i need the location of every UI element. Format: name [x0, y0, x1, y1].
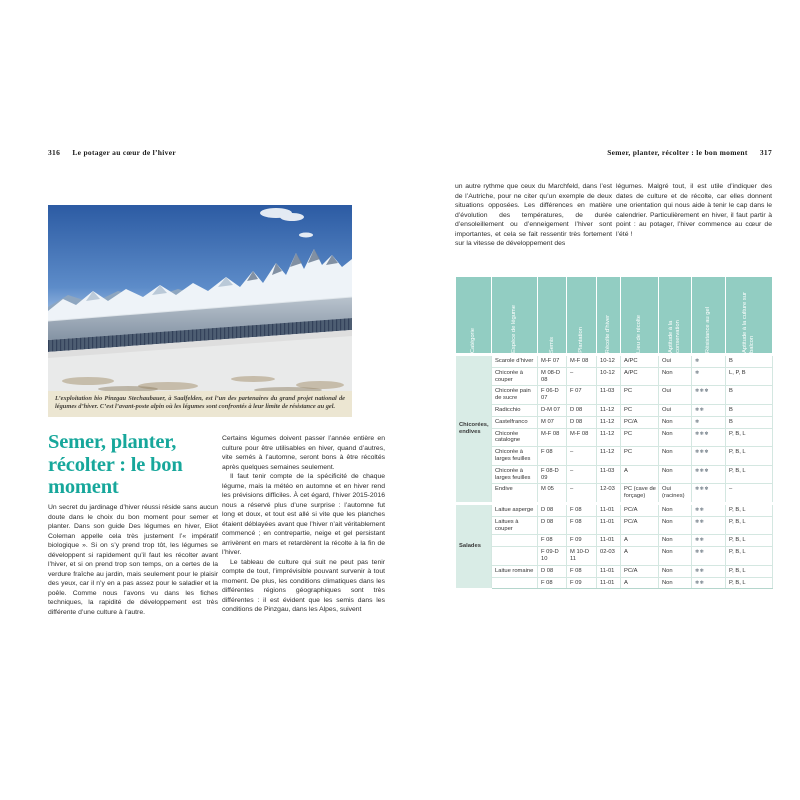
- table-cell: 11-12: [597, 404, 621, 416]
- table-cell: Castelfranco: [492, 416, 538, 428]
- table-cell: A: [621, 547, 659, 566]
- table-cell: ❄❄❄: [692, 465, 726, 484]
- table-row: [456, 535, 773, 547]
- section-title: Semer, planter, récolter : le bon moment: [48, 431, 183, 498]
- body-paragraph: Certains légumes doivent passer l’année entière en culture pour être utilisables en hiver, quand d’autres, vite semés à l’automne, seront bons à être récoltés après quelques semaines seulement.: [222, 435, 385, 471]
- table-cell: Oui: [659, 386, 692, 405]
- table-cell: –: [567, 484, 597, 504]
- table-row: [456, 404, 773, 416]
- table-cell: –: [567, 465, 597, 484]
- table-cell: Laitue asperge: [492, 503, 538, 516]
- table-header-cell: Aptitude à la culture sur balcon: [726, 277, 773, 355]
- table-cell: A/PC: [621, 367, 659, 386]
- table-cell: ❄: [692, 416, 726, 428]
- table-cell: M 05: [538, 484, 567, 504]
- running-head-right-text: Semer, planter, récolter : le bon moment: [607, 148, 748, 157]
- table-cell: F 08-D 09: [538, 465, 567, 484]
- table-cell: ❄❄: [692, 565, 726, 577]
- table-cell: Non: [659, 465, 692, 484]
- table-cell: ❄❄: [692, 577, 726, 589]
- body-paragraph: Il faut tenir compte de la spécificité de chaque légume, mais la météo en automne et en hiver rend les prévisions difficiles. À cet égard, l’hiver 2015-2016 nous a réservé plus d’une surprise : l’automne fut long et doux, et tout est allé si vite que les planches étaient déblayées avant que l’hiver n’ait véritablement commencé ; en contrepartie, neige et gel persistant arrivèrent en mars et retardèrent la récolte à la fin de l’hiver.: [222, 473, 385, 556]
- table-cell: M 10-D 11: [567, 547, 597, 566]
- table-header-cell: Catégorie: [456, 277, 492, 355]
- table-cell: PC/A: [621, 416, 659, 428]
- table-cell: A: [621, 465, 659, 484]
- table-cell: ❄❄❄: [692, 386, 726, 405]
- table-cell: D 08: [538, 516, 567, 535]
- table-cell: M 08-D 08: [538, 367, 567, 386]
- table-cell: 11-01: [597, 516, 621, 535]
- folio-right: 317: [759, 148, 772, 157]
- table-cell: F 08: [538, 535, 567, 547]
- table-header-cell: Plantation: [567, 277, 597, 355]
- table-cell: Non: [659, 367, 692, 386]
- table-cell: Laitue romaine: [492, 565, 538, 577]
- table-cell: P, B, L: [726, 428, 773, 447]
- table-cell: Non: [659, 447, 692, 466]
- table-cell: Non: [659, 565, 692, 577]
- category-cell: Salades: [456, 503, 492, 588]
- table-cell: A: [621, 535, 659, 547]
- table-cell: F 09: [567, 535, 597, 547]
- table-cell: 11-12: [597, 447, 621, 466]
- table-cell: 11-03: [597, 465, 621, 484]
- running-head-right: [607, 148, 772, 157]
- table-cell: F 09: [567, 577, 597, 589]
- table-cell: –: [567, 447, 597, 466]
- table-row: [456, 367, 773, 386]
- table-cell: PC: [621, 447, 659, 466]
- table-cell: M-F 08: [538, 428, 567, 447]
- body-paragraph: Le tableau de culture qui suit ne peut pas tenir compte de tout, l’imprévisible pouvant survenir à tout moment. De plus, les conditions climatiques dans les différentes régions géographiques sont très différentes : il est évident que les semis dans les conditions de Pinzgau, dans les Alpes, suivent: [222, 558, 385, 613]
- table-cell: D-M 07: [538, 404, 567, 416]
- table-cell: Non: [659, 547, 692, 566]
- table-cell: M-F 08: [567, 428, 597, 447]
- photo-winter-greenhouse-svg: [48, 205, 352, 391]
- table-cell: ❄: [692, 355, 726, 368]
- body-paragraph: Un secret du jardinage d’hiver réussi réside sans aucun doute dans le choix du bon moment pour semer et planter. Dans son guide Des légumes en hiver, Eliot Coleman appelle cela très justement l’« impératif biologique ». Si on s’y prend trop tôt, les légumes se développent si rapidement qu’il faut les récolter avant l’hiver, et si on prend trop son temps, on a certes de la verdure fraîche au jardin, mais seulement pour le plaisir des yeux, car il n’y en a pas assez pour le saladier et la poêle. Comme nous l’avons vu dans les fiches techniques, la rapidité de développement est très différente d’une culture à l’autre.: [48, 504, 218, 616]
- table-cell: P, B, L: [726, 577, 773, 589]
- running-head-left: [48, 148, 176, 157]
- table-cell: P, B, L: [726, 535, 773, 547]
- table-cell: 11-12: [597, 428, 621, 447]
- table-row: [456, 577, 773, 589]
- table-cell: F 07: [567, 386, 597, 405]
- table-cell: Oui (racines): [659, 484, 692, 504]
- table-cell: [492, 577, 538, 589]
- table-cell: [492, 547, 538, 566]
- table-cell: ❄❄❄: [692, 428, 726, 447]
- table-header-cell: Récolte d’hiver: [597, 277, 621, 355]
- table-cell: B: [726, 416, 773, 428]
- table-row: [456, 355, 773, 368]
- table-cell: Non: [659, 428, 692, 447]
- table-cell: Chicorée catalogne: [492, 428, 538, 447]
- table-cell: ❄❄❄: [692, 447, 726, 466]
- table-cell: B: [726, 404, 773, 416]
- table-cell: 11-01: [597, 565, 621, 577]
- table-cell: ❄❄: [692, 503, 726, 516]
- table-cell: Non: [659, 535, 692, 547]
- table-cell: 10-12: [597, 355, 621, 368]
- body-column-2: [222, 434, 385, 615]
- table-header-cell: Aptitude à la conservation: [659, 277, 692, 355]
- table-header-cell: Semis: [538, 277, 567, 355]
- table-cell: –: [726, 484, 773, 504]
- culture-table-wrap: [455, 277, 772, 589]
- table-cell: 11-03: [597, 386, 621, 405]
- table-cell: PC: [621, 428, 659, 447]
- photo-caption: L’exploitation bio Pinzgau Stechaubauer, à Saalfelden, est l’un des partenaires du grand projet national de légumes d’hiver. C’est l’avant-poste alpin où les légumes sont confrontés à leur limite de résistance au gel.: [48, 391, 352, 417]
- table-cell: P, B, L: [726, 547, 773, 566]
- table-cell: D 08: [538, 565, 567, 577]
- table-cell: Chicorée à larges feuilles: [492, 465, 538, 484]
- table-cell: D 08: [567, 404, 597, 416]
- intro-column-1: [455, 182, 612, 249]
- table-cell: M-F 08: [567, 355, 597, 368]
- table-cell: 02-03: [597, 547, 621, 566]
- category-cell: Chicorées, endives: [456, 355, 492, 504]
- table-cell: B: [726, 355, 773, 368]
- table-cell: M 07: [538, 416, 567, 428]
- table-cell: Non: [659, 416, 692, 428]
- table-cell: 12-03: [597, 484, 621, 504]
- table-cell: A: [621, 577, 659, 589]
- table-cell: 11-01: [597, 503, 621, 516]
- table-row: [456, 447, 773, 466]
- table-cell: Radicchio: [492, 404, 538, 416]
- table-row: [456, 386, 773, 405]
- table-cell: Oui: [659, 404, 692, 416]
- table-cell: ❄: [692, 367, 726, 386]
- body-column-1: [48, 503, 218, 617]
- table-cell: Endive: [492, 484, 538, 504]
- table-cell: PC (cave de forçage): [621, 484, 659, 504]
- table-cell: Non: [659, 516, 692, 535]
- table-cell: F 06-D 07: [538, 386, 567, 405]
- table-cell: PC/A: [621, 565, 659, 577]
- table-cell: M-F 07: [538, 355, 567, 368]
- table-cell: 10-12: [597, 367, 621, 386]
- intro-column-2: [616, 182, 772, 239]
- table-cell: D 08: [538, 503, 567, 516]
- table-row: [456, 547, 773, 566]
- photo-winter-greenhouse: [48, 205, 352, 391]
- table-cell: 11-01: [597, 577, 621, 589]
- table-row: [456, 428, 773, 447]
- table-cell: F 08: [538, 577, 567, 589]
- table-cell: ❄❄: [692, 547, 726, 566]
- table-cell: ❄❄: [692, 516, 726, 535]
- table-cell: B: [726, 386, 773, 405]
- table-cell: D 08: [567, 416, 597, 428]
- table-header-cell: Espèce de légume: [492, 277, 538, 355]
- table-cell: F 09-D 10: [538, 547, 567, 566]
- table-cell: 11-12: [597, 416, 621, 428]
- table-cell: A/PC: [621, 355, 659, 368]
- body-paragraph: un autre rythme que ceux du Marchfeld, dans l’est de l’Autriche, pour ne citer qu’un exemple de deux situations opposées. Les différences en matière d’évolution des températures, de durée d’ensoleillement ou d’enneigement l’hiver sont importantes, et cela se fait ressentir très fortement sur la vitesse de développement des: [455, 183, 612, 247]
- table-cell: PC/A: [621, 516, 659, 535]
- table-cell: PC/A: [621, 503, 659, 516]
- table-row: [456, 503, 773, 516]
- table-cell: Non: [659, 503, 692, 516]
- folio-left: 316: [48, 148, 61, 157]
- table-cell: P, B, L: [726, 516, 773, 535]
- culture-table: [455, 277, 773, 589]
- table-row: [456, 484, 773, 504]
- table-header-cell: Lieu de récolte: [621, 277, 659, 355]
- table-row: [456, 465, 773, 484]
- table-header-row: [456, 277, 773, 355]
- table-cell: PC: [621, 386, 659, 405]
- table-row: [456, 516, 773, 535]
- table-cell: F 08: [567, 516, 597, 535]
- table-cell: PC: [621, 404, 659, 416]
- table-row: [456, 565, 773, 577]
- table-cell: Laitues à couper: [492, 516, 538, 535]
- table-cell: ❄❄: [692, 535, 726, 547]
- body-paragraph: légumes. Malgré tout, il est utile d’indiquer des dates de culture et de récolte, car elles donnent une orientation qui nous aide à tenir le cap dans le calendrier. Particulièrement en hiver, il faut partir à point : au potager, l’hiver commence au cœur de l’été !: [616, 183, 772, 238]
- table-cell: F 08: [538, 447, 567, 466]
- table-header-cell: Résistance au gel: [692, 277, 726, 355]
- culture-table-body: [456, 355, 773, 589]
- table-cell: Non: [659, 577, 692, 589]
- table-cell: 11-01: [597, 535, 621, 547]
- running-head-left-text: Le potager au cœur de l’hiver: [72, 148, 176, 157]
- table-cell: F 08: [567, 503, 597, 516]
- table-cell: Chicorée pain de sucre: [492, 386, 538, 405]
- table-cell: P, B, L: [726, 465, 773, 484]
- table-cell: ❄❄❄: [692, 484, 726, 504]
- table-cell: Chicorée à larges feuilles: [492, 447, 538, 466]
- table-cell: –: [567, 367, 597, 386]
- table-cell: Scarole d’hiver: [492, 355, 538, 368]
- table-cell: Chicorée à couper: [492, 367, 538, 386]
- table-cell: ❄❄: [692, 404, 726, 416]
- table-cell: P, B, L: [726, 565, 773, 577]
- table-row: [456, 416, 773, 428]
- table-cell: P, B, L: [726, 503, 773, 516]
- table-cell: L, P, B: [726, 367, 773, 386]
- table-cell: P, B, L: [726, 447, 773, 466]
- table-cell: F 08: [567, 565, 597, 577]
- table-cell: Oui: [659, 355, 692, 368]
- table-cell: [492, 535, 538, 547]
